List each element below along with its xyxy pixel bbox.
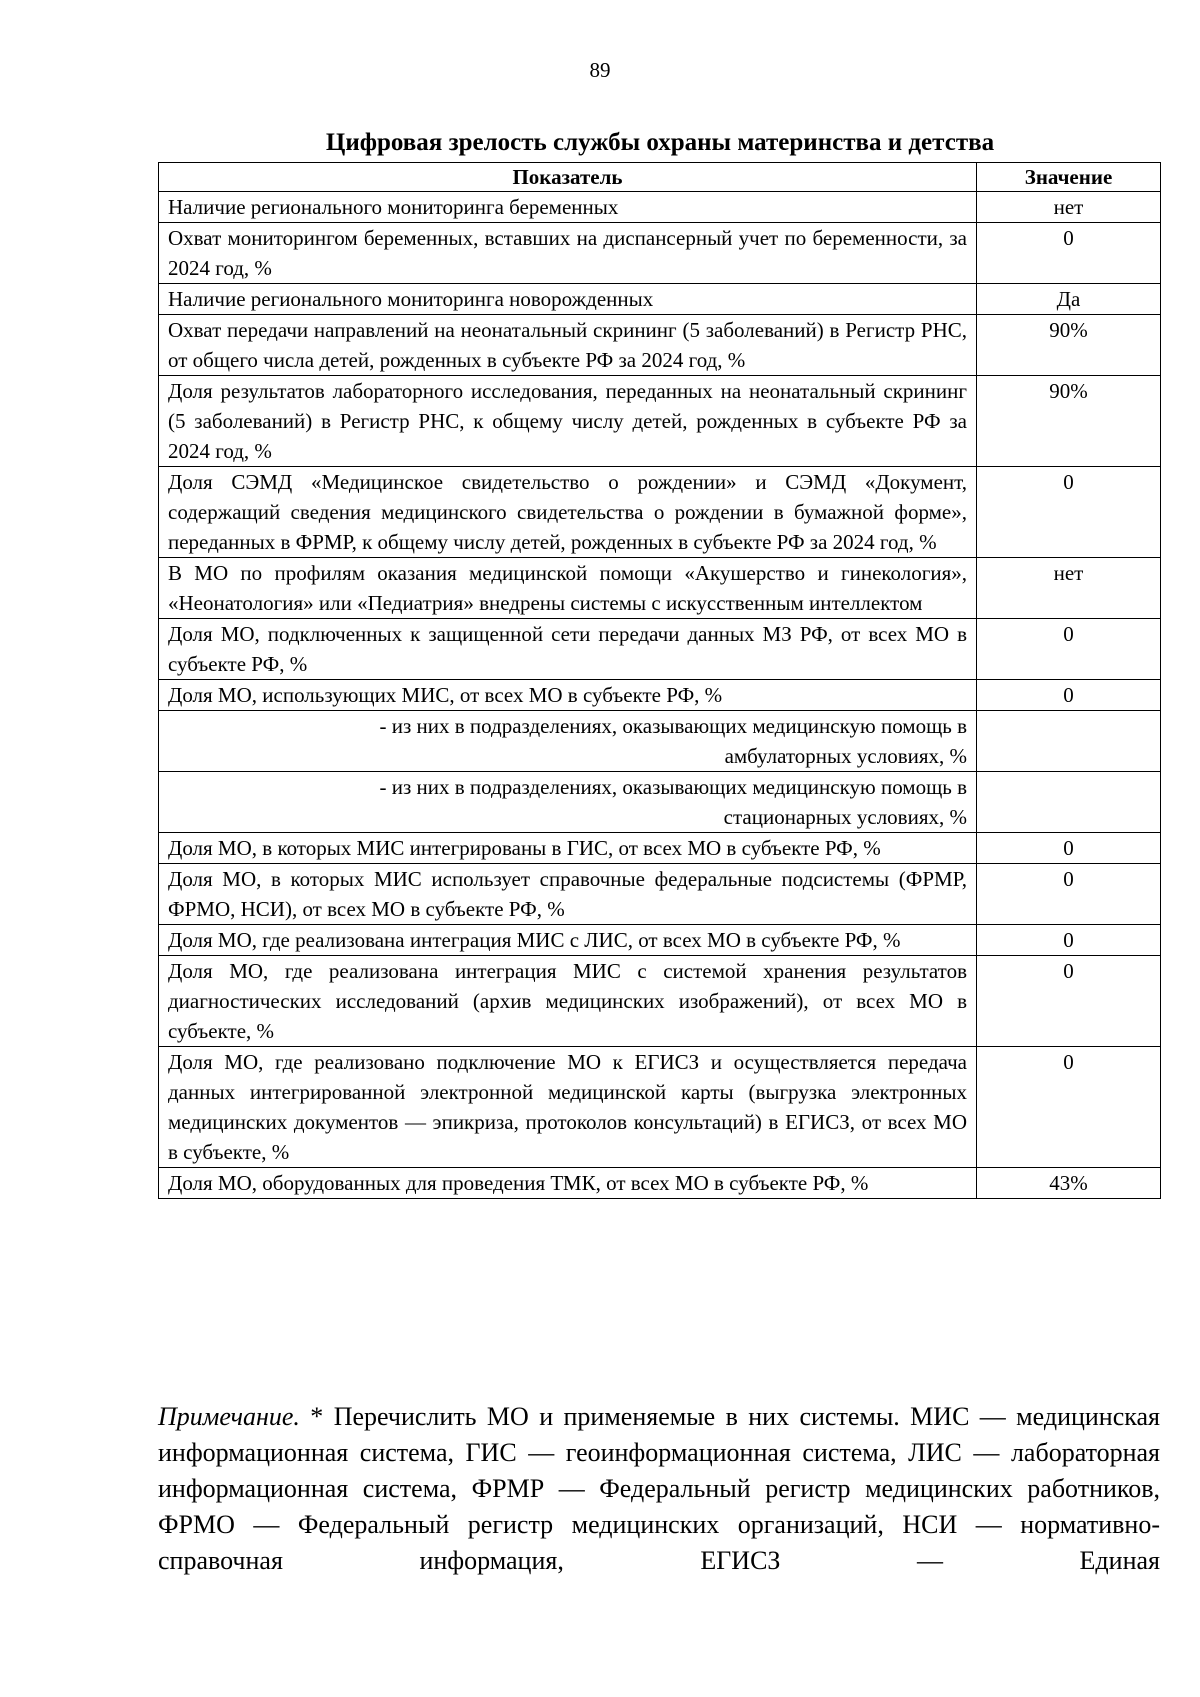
value-cell: Да xyxy=(977,284,1161,315)
value-cell: 0 xyxy=(977,680,1161,711)
table-row xyxy=(159,925,1161,956)
footnote-text: * Перечислить МО и применяемые в них системы. МИС — медицинская информационная система, ГИС — геоинформационная система, ЛИС — лабораторная информационная система, ФРМР — Федеральный регистр медицинских работников, ФРМО — Федеральный регистр медицинских организаций, НСИ — нормативно-справочная информация, ЕГИСЗ — Единая xyxy=(158,1402,1160,1575)
table-row xyxy=(159,284,1161,315)
indicator-cell: Наличие регионального мониторинга новорожденных xyxy=(159,284,977,315)
header-indicator: Показатель xyxy=(159,163,977,192)
indicator-cell: Доля МО, использующих МИС, от всех МО в субъекте РФ, % xyxy=(159,680,977,711)
table-row xyxy=(159,833,1161,864)
footnote xyxy=(158,1399,1160,1579)
value-cell: 0 xyxy=(977,864,1161,925)
table-row xyxy=(159,711,1161,772)
value-cell xyxy=(977,711,1161,772)
table-row xyxy=(159,1047,1161,1168)
value-cell: 90% xyxy=(977,315,1161,376)
indicator-cell: - из них в подразделениях, оказывающих медицинскую помощь в амбулаторных условиях, % xyxy=(159,711,977,772)
table-row xyxy=(159,619,1161,680)
header-value: Значение xyxy=(977,163,1161,192)
indicator-cell: Доля СЭМД «Медицинское свидетельство о рождении» и СЭМД «Документ, содержащий сведения медицинского свидетельства о рождении в бумажной форме», переданных в ФРМР, к общему числу детей, рожденных в субъекте РФ за 2024 год, % xyxy=(159,467,977,558)
indicator-cell: Наличие регионального мониторинга беременных xyxy=(159,192,977,223)
table-row xyxy=(159,772,1161,833)
indicator-cell: Доля МО, подключенных к защищенной сети передачи данных МЗ РФ, от всех МО в субъекте РФ, % xyxy=(159,619,977,680)
indicator-cell: Доля МО, в которых МИС использует справочные федеральные подсистемы (ФРМР, ФРМО, НСИ), от всех МО в субъекте РФ, % xyxy=(159,864,977,925)
table-row xyxy=(159,680,1161,711)
value-cell: 43% xyxy=(977,1168,1161,1199)
value-cell: 0 xyxy=(977,1047,1161,1168)
indicator-cell: - из них в подразделениях, оказывающих медицинскую помощь в стационарных условиях, % xyxy=(159,772,977,833)
page-number: 89 xyxy=(589,58,611,82)
table-row xyxy=(159,1168,1161,1199)
table-row xyxy=(159,956,1161,1047)
indicator-cell: Доля МО, где реализована интеграция МИС с ЛИС, от всех МО в субъекте РФ, % xyxy=(159,925,977,956)
value-cell: 0 xyxy=(977,619,1161,680)
indicator-cell: Доля МО, где реализована интеграция МИС с системой хранения результатов диагностических исследований (архив медицинских изображений), от всех МО в субъекте, % xyxy=(159,956,977,1047)
table-row xyxy=(159,467,1161,558)
footnote-label: Примечание. xyxy=(158,1402,300,1431)
indicator-cell: Доля МО, оборудованных для проведения ТМК, от всех МО в субъекте РФ, % xyxy=(159,1168,977,1199)
table-row xyxy=(159,864,1161,925)
value-cell: 0 xyxy=(977,925,1161,956)
indicator-cell: В МО по профилям оказания медицинской помощи «Акушерство и гинекология», «Неонатология» или «Педиатрия» внедрены системы с искусственным интеллектом xyxy=(159,558,977,619)
indicator-cell: Доля МО, в которых МИС интегрированы в ГИС, от всех МО в субъекте РФ, % xyxy=(159,833,977,864)
table-row xyxy=(159,315,1161,376)
indicators-table xyxy=(158,162,1161,1199)
value-cell xyxy=(977,772,1161,833)
table-header-row xyxy=(159,163,1161,192)
indicator-cell: Доля МО, где реализовано подключение МО к ЕГИСЗ и осуществляется передача данных интегрированной электронной медицинской карты (выгрузка электронных медицинских документов — эпикриза, протоколов консультаций) в ЕГИСЗ, от всех МО в субъекте, % xyxy=(159,1047,977,1168)
table-row xyxy=(159,223,1161,284)
value-cell: 0 xyxy=(977,956,1161,1047)
table-row xyxy=(159,558,1161,619)
value-cell: нет xyxy=(977,558,1161,619)
value-cell: 0 xyxy=(977,467,1161,558)
value-cell: 90% xyxy=(977,376,1161,467)
indicator-cell: Доля результатов лабораторного исследования, переданных на неонатальный скрининг (5 заболеваний) в Регистр РНС, к общему числу детей, рожденных в субъекте РФ за 2024 год, % xyxy=(159,376,977,467)
value-cell: нет xyxy=(977,192,1161,223)
table-row xyxy=(159,376,1161,467)
value-cell: 0 xyxy=(977,223,1161,284)
table-row xyxy=(159,192,1161,223)
table-title: Цифровая зрелость службы охраны материнства и детства xyxy=(325,129,995,156)
value-cell: 0 xyxy=(977,833,1161,864)
indicator-cell: Охват передачи направлений на неонатальный скрининг (5 заболеваний) в Регистр РНС, от общего числа детей, рожденных в субъекте РФ за 2024 год, % xyxy=(159,315,977,376)
indicator-cell: Охват мониторингом беременных, вставших на диспансерный учет по беременности, за 2024 год, % xyxy=(159,223,977,284)
